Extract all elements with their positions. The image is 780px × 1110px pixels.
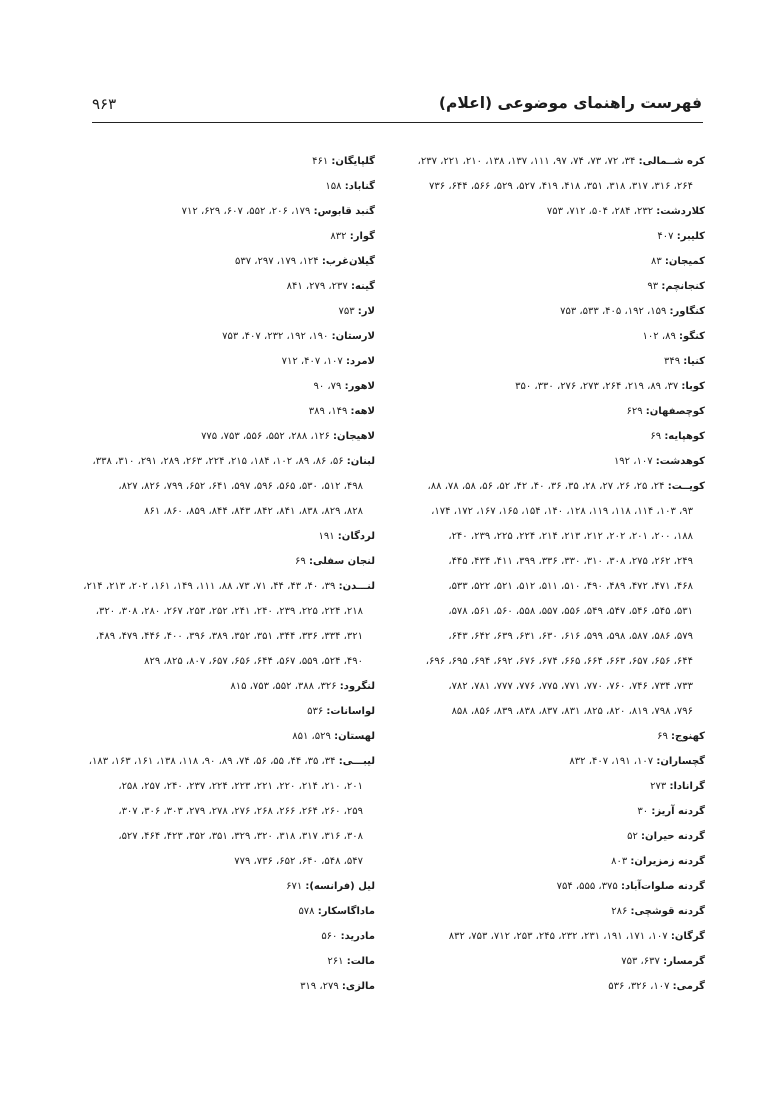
entry-page-refs: ۴۶۸، ۴۷۱، ۴۷۲، ۴۸۹، ۴۹۰، ۵۱۰، ۵۱۱، ۵۱۲، ۵۲۱، ۵۲۲، ۵۳۳،: [448, 581, 693, 592]
index-entry: [67, 899, 375, 924]
entry-heading: گینه:: [350, 281, 375, 292]
index-entry: [395, 874, 705, 899]
entry-page-refs: ۶۳۷، ۷۵۳: [621, 956, 664, 967]
entry-page-refs: ۲۶۴، ۳۱۶، ۳۱۷، ۳۱۸، ۳۵۱، ۴۱۸، ۴۱۹، ۵۲۷، ۵۲۹، ۵۶۶، ۶۴۴، ۷۳۶: [429, 181, 693, 192]
index-entry-continuation: [395, 549, 705, 574]
index-entry-continuation: [395, 699, 705, 724]
entry-heading: گرمسار:: [663, 956, 705, 967]
entry-heading: گیلان‌غرب:: [321, 256, 375, 267]
entry-heading: کنگو:: [679, 331, 705, 342]
entry-page-refs: ۵۳۶: [307, 706, 327, 717]
index-entry-continuation: [67, 849, 375, 874]
entry-page-refs: ۱۰۷، ۴۰۷، ۷۱۲: [281, 356, 346, 367]
entry-page-refs: ۷۹۶، ۷۹۸، ۸۱۹، ۸۲۰، ۸۲۵، ۸۳۱، ۸۳۷، ۸۳۸، ۸۳۹، ۸۵۶، ۸۵۸: [451, 706, 693, 717]
index-entry: [67, 549, 375, 574]
entry-page-refs: ۸۳۲: [330, 231, 350, 242]
entry-page-refs: ۵۶، ۸۶، ۸۹، ۱۰۲، ۱۸۴، ۲۱۵، ۲۲۴، ۲۶۳، ۲۸۹، ۲۹۱، ۳۱۰، ۳۳۸،: [92, 456, 347, 467]
index-entry-continuation: [67, 649, 375, 674]
index-entry: [395, 349, 705, 374]
page-header: [92, 88, 702, 120]
entry-heading: گچساران:: [656, 756, 705, 767]
index-entry-continuation: [67, 499, 375, 524]
index-entry: [67, 299, 375, 324]
page-number: ۹۶۳: [92, 95, 117, 113]
entry-page-refs: ۴۶۱: [312, 156, 332, 167]
entry-heading: گردنه قوشچی:: [630, 906, 705, 917]
index-entry-continuation: [67, 774, 375, 799]
entry-heading: لیل (فرانسه):: [305, 881, 375, 892]
index-entry: [67, 224, 375, 249]
index-entry-continuation: [67, 824, 375, 849]
entry-heading: گردنه آریز:: [651, 806, 705, 817]
index-entry: [395, 899, 705, 924]
entry-heading: کهنوج:: [671, 731, 705, 742]
index-entry: [395, 449, 705, 474]
entry-page-refs: ۶۹: [295, 556, 309, 567]
entry-heading: مالت:: [346, 956, 375, 967]
entry-page-refs: ۲۴، ۲۵، ۲۶، ۲۷، ۲۸، ۳۵، ۳۶، ۴۰، ۴۲، ۵۲، ۵۶، ۵۸، ۷۸، ۸۸،: [427, 481, 668, 492]
index-entry: [67, 974, 375, 999]
index-entry: [395, 474, 705, 499]
index-entry: [395, 274, 705, 299]
entry-heading: گنبد قابوس:: [313, 206, 375, 217]
entry-heading: کوبا:: [681, 381, 705, 392]
entry-heading: کوچصفهان:: [645, 406, 705, 417]
index-entry: [67, 149, 375, 174]
entry-page-refs: ۵۲: [627, 831, 642, 842]
index-entry: [67, 699, 375, 724]
entry-heading: کوهدشت:: [655, 456, 705, 467]
index-entry-continuation: [395, 599, 705, 624]
entry-page-refs: ۲۷۳: [650, 781, 670, 792]
index-entry: [395, 724, 705, 749]
index-entry: [67, 924, 375, 949]
index-entry: [395, 224, 705, 249]
entry-heading: لنگرود:: [339, 681, 375, 692]
entry-heading: کلیبر:: [676, 231, 705, 242]
index-entry: [395, 849, 705, 874]
entry-page-refs: ۲۶۱: [327, 956, 347, 967]
entry-page-refs: ۸۲۸، ۸۲۹، ۸۳۸، ۸۴۱، ۸۴۲، ۸۴۳، ۸۴۴، ۸۵۹، ۸۶۰، ۸۶۱: [144, 506, 363, 517]
entry-page-refs: ۳۴۹: [663, 356, 684, 367]
entry-page-refs: ۱۹۱: [318, 531, 338, 542]
entry-page-refs: ۷۹، ۹۰: [313, 381, 345, 392]
entry-page-refs: ۲۱۸، ۲۲۴، ۲۲۵، ۲۳۹، ۲۴۰، ۲۴۱، ۲۵۲، ۲۵۳، ۲۶۷، ۲۸۰، ۳۰۸، ۳۲۰،: [95, 606, 363, 617]
index-entry: [67, 674, 375, 699]
entry-heading: لامرد:: [346, 356, 375, 367]
entry-heading: لیبـــی:: [338, 756, 375, 767]
index-column-right: [395, 149, 705, 999]
index-entry: [67, 574, 375, 599]
index-entry: [67, 274, 375, 299]
entry-heading: لاهیجان:: [333, 431, 375, 442]
index-entry: [395, 149, 705, 174]
entry-heading: کمیجان:: [664, 256, 705, 267]
entry-heading: کره شــمالی:: [638, 156, 705, 167]
index-entry: [67, 349, 375, 374]
entry-page-refs: ۶۹: [657, 731, 672, 742]
index-entry: [395, 774, 705, 799]
index-entry: [395, 749, 705, 774]
index-entry: [67, 724, 375, 749]
index-column-left: [67, 149, 375, 999]
entry-page-refs: ۵۷۹، ۵۸۶، ۵۸۷، ۵۹۸، ۵۹۹، ۶۱۶، ۶۳۰، ۶۳۱، ۶۳۹، ۶۴۲، ۶۴۳،: [448, 631, 693, 642]
entry-heading: گرانادا:: [669, 781, 705, 792]
entry-heading: گردنه زمزیران:: [630, 856, 705, 867]
entry-page-refs: ۱۰۷، ۳۲۶، ۵۳۶: [608, 981, 673, 992]
entry-page-refs: ۱۲۶، ۲۸۸، ۵۵۲، ۵۵۶، ۷۵۳، ۷۷۵: [201, 431, 334, 442]
entry-page-refs: ۶۷۱: [286, 881, 306, 892]
entry-heading: گرمی:: [672, 981, 705, 992]
entry-page-refs: ۳۷۵، ۵۵۵، ۷۵۴: [556, 881, 621, 892]
index-entry: [67, 399, 375, 424]
index-entry: [395, 249, 705, 274]
index-entry: [67, 449, 375, 474]
header-rule: [92, 122, 703, 123]
index-entry: [67, 374, 375, 399]
entry-heading: کنگاور:: [669, 306, 705, 317]
index-entry: [395, 824, 705, 849]
entry-heading: لردگان:: [337, 531, 375, 542]
entry-page-refs: ۹۳، ۱۰۳، ۱۱۴، ۱۱۸، ۱۱۹، ۱۲۸، ۱۴۰، ۱۵۴، ۱۶۵، ۱۶۷، ۱۷۲، ۱۷۴،: [431, 506, 693, 517]
index-entry: [67, 424, 375, 449]
entry-page-refs: ۲۳۷، ۲۷۹، ۸۴۱: [286, 281, 351, 292]
entry-page-refs: ۸۳: [650, 256, 665, 267]
index-entry: [67, 949, 375, 974]
entry-page-refs: ۴۹۰، ۵۲۴، ۵۵۹، ۵۶۷، ۶۴۴، ۶۵۶، ۶۵۷، ۸۰۷، ۸۲۵، ۸۲۹: [144, 656, 363, 667]
entry-heading: مالزی:: [341, 981, 375, 992]
entry-page-refs: ۲۴۹، ۲۶۲، ۲۷۵، ۳۰۸، ۳۱۰، ۳۳۰، ۳۳۶، ۳۹۹، ۴۱۱، ۴۳۴، ۴۴۵،: [448, 556, 693, 567]
entry-page-refs: ۱۰۷، ۱۹۱، ۴۰۷، ۸۳۲: [569, 756, 657, 767]
index-entry: [395, 949, 705, 974]
entry-page-refs: ۲۷۹، ۳۱۹: [300, 981, 342, 992]
entry-page-refs: ۷۵۳: [338, 306, 358, 317]
entry-page-refs: ۳۹، ۴۰، ۴۳، ۴۴، ۷۱، ۷۳، ۸۸، ۱۱۱، ۱۴۹، ۱۶۱، ۲۰۲، ۲۱۳، ۲۱۴،: [83, 581, 339, 592]
entry-page-refs: ۵۳۱، ۵۴۵، ۵۴۶، ۵۴۷، ۵۴۹، ۵۵۶، ۵۵۷، ۵۵۸، ۵۶۰، ۵۶۱، ۵۷۸،: [448, 606, 693, 617]
entry-page-refs: ۸۰۳: [611, 856, 631, 867]
entry-page-refs: ۸۹، ۱۰۲: [642, 331, 680, 342]
entry-page-refs: ۱۵۹، ۱۹۲، ۴۰۵، ۵۳۳، ۷۵۳: [560, 306, 670, 317]
index-entry-continuation: [67, 474, 375, 499]
entry-page-refs: ۲۵۹، ۲۶۰، ۲۶۴، ۲۶۶، ۲۶۸، ۲۷۶، ۲۷۸، ۲۷۹، ۳۰۳، ۳۰۶، ۳۰۷،: [118, 806, 363, 817]
entry-heading: کویــت:: [667, 481, 705, 492]
entry-page-refs: ۱۰۷، ۱۹۲: [613, 456, 656, 467]
entry-heading: گناباد:: [344, 181, 375, 192]
entry-page-refs: ۵۶۰: [321, 931, 341, 942]
entry-page-refs: ۲۰۱، ۲۱۰، ۲۱۴، ۲۲۰، ۲۲۱، ۲۲۳، ۲۲۴، ۲۳۷، ۲۴۰، ۲۵۷، ۲۵۸،: [118, 781, 363, 792]
index-entry-continuation: [67, 624, 375, 649]
entry-page-refs: ۴۹۸، ۵۱۲، ۵۳۰، ۵۶۵، ۵۹۶، ۵۹۷، ۶۴۱، ۶۵۲، ۷۹۹، ۸۲۶، ۸۲۷،: [118, 481, 363, 492]
entry-heading: لار:: [357, 306, 375, 317]
entry-heading: کلاردشت:: [656, 206, 705, 217]
index-entry-continuation: [395, 524, 705, 549]
index-entry: [395, 799, 705, 824]
entry-page-refs: ۳۴، ۷۲، ۷۳، ۷۴، ۹۷، ۱۱۱، ۱۳۷، ۱۳۸، ۲۱۰، ۲۲۱، ۲۳۷،: [417, 156, 639, 167]
entry-heading: لاهور:: [344, 381, 375, 392]
entry-heading: مادرید:: [340, 931, 375, 942]
entry-heading: لاهه:: [350, 406, 375, 417]
entry-page-refs: ۱۲۴، ۱۷۹، ۲۹۷، ۵۳۷: [234, 256, 322, 267]
entry-heading: لبنان:: [346, 456, 375, 467]
entry-heading: لنـــدن:: [338, 581, 375, 592]
index-entry: [395, 299, 705, 324]
index-entry: [67, 874, 375, 899]
index-entry: [67, 199, 375, 224]
entry-heading: کنجانچم:: [661, 281, 705, 292]
index-entry-continuation: [67, 799, 375, 824]
index-entry: [395, 399, 705, 424]
entry-page-refs: ۵۴۷، ۵۴۸، ۶۴۰، ۶۵۲، ۷۳۶، ۷۷۹: [234, 856, 363, 867]
entry-heading: گوار:: [349, 231, 375, 242]
entry-page-refs: ۱۰۷، ۱۷۱، ۱۹۱، ۲۳۱، ۲۳۲، ۲۴۵، ۲۵۳، ۷۱۲، ۷۵۳، ۸۳۲: [448, 931, 671, 942]
entry-heading: لارستان:: [331, 331, 375, 342]
entry-page-refs: ۳۲۶، ۳۸۸، ۵۵۲، ۷۵۳، ۸۱۵: [230, 681, 340, 692]
index-entry: [395, 424, 705, 449]
entry-page-refs: ۵۷۸: [298, 906, 318, 917]
entry-heading: لهستان:: [334, 731, 375, 742]
entry-page-refs: ۴۰۷: [657, 231, 677, 242]
entry-heading: گردنه صلوات‌آباد:: [620, 881, 705, 892]
index-entry: [67, 749, 375, 774]
index-entry: [395, 374, 705, 399]
index-entry-continuation: [395, 499, 705, 524]
entry-page-refs: ۶۹: [650, 431, 665, 442]
entry-page-refs: ۱۹۰، ۱۹۲، ۲۳۲، ۴۰۷، ۷۵۳: [222, 331, 332, 342]
entry-heading: گردنه حیران:: [641, 831, 705, 842]
index-entry-continuation: [395, 624, 705, 649]
entry-page-refs: ۲۸۶: [611, 906, 631, 917]
entry-page-refs: ۵۲۹، ۸۵۱: [292, 731, 335, 742]
index-entry-continuation: [395, 574, 705, 599]
entry-page-refs: ۳۲۱، ۳۳۴، ۳۳۶، ۳۴۴، ۳۵۱، ۳۵۲، ۳۸۹، ۳۹۶، ۴۰۰، ۴۴۶، ۴۷۹، ۴۸۹،: [95, 631, 363, 642]
entry-heading: لواسانات:: [326, 706, 375, 717]
index-entry: [395, 199, 705, 224]
index-entry-continuation: [395, 674, 705, 699]
entry-page-refs: ۶۴۴، ۶۵۶، ۶۵۷، ۶۶۳، ۶۶۴، ۶۶۵، ۶۷۴، ۶۷۶، ۶۹۲، ۶۹۴، ۶۹۵، ۶۹۶،: [425, 656, 693, 667]
index-entry: [67, 174, 375, 199]
index-entry-continuation: [67, 599, 375, 624]
entry-page-refs: ۳۴، ۳۵، ۴۴، ۵۵، ۵۶، ۷۴، ۸۹، ۹۰، ۱۱۸، ۱۳۸، ۱۶۱، ۱۶۳، ۱۸۳،: [88, 756, 339, 767]
entry-page-refs: ۲۳۲، ۲۸۴، ۵۰۴، ۷۱۲، ۷۵۳: [546, 206, 657, 217]
entry-heading: کوهپایه:: [664, 431, 705, 442]
entry-page-refs: ۱۴۹، ۳۸۹: [308, 406, 351, 417]
entry-heading: گرگان:: [670, 931, 705, 942]
entry-page-refs: ۱۷۹، ۲۰۶، ۵۵۲، ۶۰۷، ۶۲۹، ۷۱۲: [181, 206, 314, 217]
entry-page-refs: ۱۸۸، ۲۰۰، ۲۰۱، ۲۰۲، ۲۱۲، ۲۱۳، ۲۱۴، ۲۲۴، ۲۲۵، ۲۳۹، ۲۴۰،: [448, 531, 693, 542]
entry-page-refs: ۶۲۹: [626, 406, 646, 417]
index-entry-continuation: [395, 649, 705, 674]
entry-heading: لنجان سفلی:: [308, 556, 375, 567]
entry-page-refs: ۹۳: [647, 281, 662, 292]
running-title: فهرست راهنمای موضوعی (اعلام): [438, 94, 702, 112]
entry-page-refs: ۳۰۸، ۳۱۶، ۳۱۷، ۳۱۸، ۳۲۰، ۳۲۹، ۳۵۱، ۳۵۲، ۴۲۳، ۴۶۴، ۵۲۷،: [118, 831, 363, 842]
entry-heading: گلپایگان:: [331, 156, 375, 167]
index-entry: [395, 924, 705, 949]
entry-heading: کنیا:: [683, 356, 705, 367]
index-entry: [67, 249, 375, 274]
index-entry: [395, 974, 705, 999]
entry-page-refs: ۳۰: [637, 806, 652, 817]
entry-page-refs: ۱۵۸: [325, 181, 345, 192]
index-entry: [67, 324, 375, 349]
entry-page-refs: ۳۷، ۸۹، ۲۱۹، ۲۶۴، ۲۷۳، ۲۷۶، ۳۳۰، ۳۵۰: [515, 381, 682, 392]
index-entry: [67, 524, 375, 549]
index-entry: [395, 324, 705, 349]
index-entry-continuation: [395, 174, 705, 199]
entry-heading: ماداگاسکار:: [317, 906, 375, 917]
entry-page-refs: ۷۳۳، ۷۳۴، ۷۴۶، ۷۶۰، ۷۷۰، ۷۷۱، ۷۷۵، ۷۷۶، ۷۷۷، ۷۸۱، ۷۸۲،: [448, 681, 693, 692]
